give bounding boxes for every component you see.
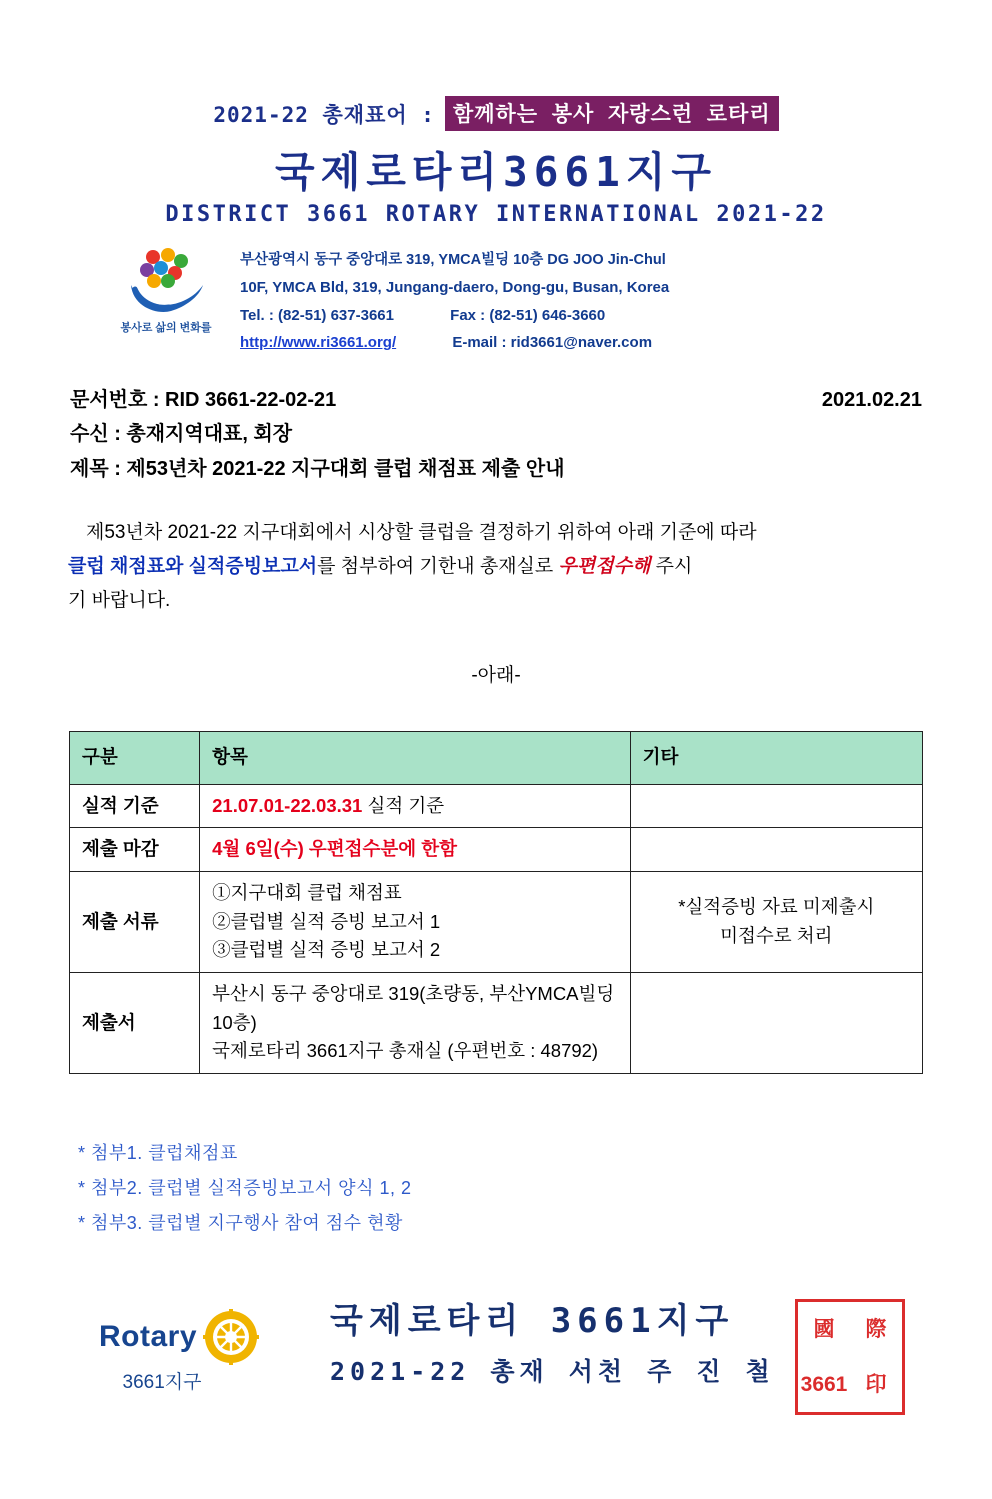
row-label-3: 제출서 bbox=[70, 973, 200, 1074]
table-row bbox=[70, 872, 923, 973]
table-header-cell-0: 구분 bbox=[70, 731, 200, 784]
attachment-item: * 첨부1. 클럽채점표 bbox=[78, 1143, 238, 1164]
document-date: 2021.02.21 bbox=[821, 389, 922, 412]
row-etc-2-line-0: *실적증빙 자료 미제출시 bbox=[678, 896, 875, 918]
attachment-item: * 첨부3. 클럽별 지구행사 참여 점수 현황 bbox=[78, 1213, 403, 1234]
table-header-cell-1: 항목 bbox=[200, 731, 631, 784]
document-subject: 제목 : 제53년차 2021-22 지구대회 클럽 채점표 제출 안내 bbox=[70, 457, 565, 480]
website-link[interactable]: http://www.ri3661.org/ bbox=[240, 334, 397, 352]
row-etc-1 bbox=[630, 828, 922, 872]
row-item-0-rest: 실적 기준 bbox=[362, 794, 445, 816]
rotary-wheel-icon bbox=[203, 1309, 259, 1365]
signature-block bbox=[330, 1293, 775, 1388]
body-emphasis-red: 우편접수해 bbox=[558, 556, 651, 578]
rotary-logo-row bbox=[99, 1309, 259, 1365]
contact-lines bbox=[240, 243, 669, 357]
row-item-1 bbox=[200, 828, 631, 872]
table-row bbox=[70, 784, 923, 828]
row-item-0-red: 21.07.01-22.03.31 bbox=[212, 794, 363, 816]
hands-logo-icon bbox=[123, 245, 209, 317]
body-line-2b: 를 첨부하여 기한내 총재실로 bbox=[317, 556, 554, 578]
row-item-2-line-2: ③클럽별 실적 증빙 보고서 2 bbox=[212, 939, 441, 961]
seal-char-0: 國 bbox=[813, 1317, 835, 1341]
meta-row-receiver bbox=[70, 417, 922, 451]
body-line-2d: 주시 bbox=[655, 556, 693, 578]
row-etc-2 bbox=[630, 872, 922, 973]
row-item-2 bbox=[200, 872, 631, 973]
body-emphasis-blue: 클럽 채점표와 실적증빙보고서 bbox=[68, 556, 318, 578]
seal-char-1: 際 bbox=[865, 1317, 887, 1341]
document-page bbox=[0, 96, 992, 1499]
table-header-cell-2: 기타 bbox=[630, 731, 922, 784]
meta-row-docno bbox=[70, 383, 922, 417]
body-line-3: 기 바랍니다. bbox=[68, 589, 171, 611]
row-item-3-line-0: 부산시 동구 중앙대로 319(초량동, 부산YMCA빌딩 10층) bbox=[212, 983, 615, 1033]
rotary-district-label: 3661지구 bbox=[122, 1372, 202, 1394]
row-etc-3 bbox=[630, 973, 922, 1074]
row-label-0: 실적 기준 bbox=[70, 784, 200, 828]
meta-row-subject bbox=[70, 452, 922, 486]
slogan-row bbox=[0, 96, 992, 131]
document-footer bbox=[0, 1293, 992, 1443]
table-header-row bbox=[70, 731, 923, 784]
email-label[interactable]: E-mail : rid3661@naver.com bbox=[452, 334, 653, 352]
signature-line-1: 국제로타리 3661지구 bbox=[330, 1301, 735, 1342]
table-row bbox=[70, 973, 923, 1074]
row-label-2: 제출 서류 bbox=[70, 872, 200, 973]
below-marker: -아래- bbox=[471, 664, 521, 686]
rotary-district-logo bbox=[96, 243, 236, 335]
attachment-item: * 첨부2. 클럽별 실적증빙보고서 양식 1, 2 bbox=[78, 1178, 412, 1199]
slogan-label: 2021-22 총재표어 : bbox=[213, 102, 435, 127]
rotary-logo-block bbox=[98, 1309, 254, 1394]
row-item-2-line-0: ①지구대회 클럽 채점표 bbox=[212, 882, 402, 904]
phone-row bbox=[240, 302, 669, 330]
row-item-3-line-1: 국제로타리 3661지구 총재실 (우편번호 : 48792) bbox=[212, 1040, 599, 1062]
body-paragraph bbox=[0, 516, 992, 617]
criteria-table bbox=[69, 731, 923, 1074]
logo-caption: 봉사로 삶의 변화를 bbox=[120, 322, 212, 334]
row-etc-0 bbox=[630, 784, 922, 828]
document-receiver: 수신 : 총재지역대표, 회장 bbox=[70, 423, 293, 446]
document-meta bbox=[0, 383, 992, 486]
attachment-list bbox=[0, 1136, 992, 1241]
web-row bbox=[240, 329, 669, 357]
official-seal-stamp bbox=[795, 1299, 905, 1415]
row-etc-2-line-1: 미접수로 처리 bbox=[720, 925, 833, 947]
body-line-1: 제53년차 2021-22 지구대회에서 시상할 클럽을 결정하기 위하여 아래 기준에 따라 bbox=[86, 522, 757, 544]
signature-line-2: 2021-22 총재 서천 주 진 철 bbox=[330, 1357, 775, 1387]
table-row bbox=[70, 828, 923, 872]
row-item-3 bbox=[200, 973, 631, 1074]
tel-label: Tel. : (82-51) 637-3661 bbox=[240, 306, 394, 324]
address-korean: 부산광역시 동구 중앙대로 319, YMCA빌딩 10층 DG JOO Jin-Chul bbox=[240, 252, 666, 268]
seal-char-3: 印 bbox=[865, 1372, 887, 1396]
address-english: 10F, YMCA Bld, 319, Jungang-daero, Dong-gu, Busan, Korea bbox=[240, 278, 670, 296]
seal-char-2: 3661 bbox=[800, 1372, 848, 1396]
fax-label: Fax : (82-51) 646-3660 bbox=[450, 306, 606, 324]
district-title-english: DISTRICT 3661 ROTARY INTERNATIONAL 2021-22 bbox=[165, 202, 827, 227]
row-item-2-line-1: ②클럽별 실적 증빙 보고서 1 bbox=[212, 910, 441, 932]
contact-block bbox=[0, 243, 992, 357]
district-title-korean: 국제로타리3661지구 bbox=[275, 148, 717, 196]
row-item-0 bbox=[200, 784, 631, 828]
document-number: 문서번호 : RID 3661-22-02-21 bbox=[70, 389, 337, 412]
slogan-highlight: 함께하는 봉사 자랑스런 로타리 bbox=[445, 96, 779, 131]
row-label-1: 제출 마감 bbox=[70, 828, 200, 872]
row-item-1-red: 4월 6일(수) 우편접수분에 한함 bbox=[212, 838, 458, 860]
rotary-wordmark: Rotary bbox=[98, 1320, 198, 1354]
